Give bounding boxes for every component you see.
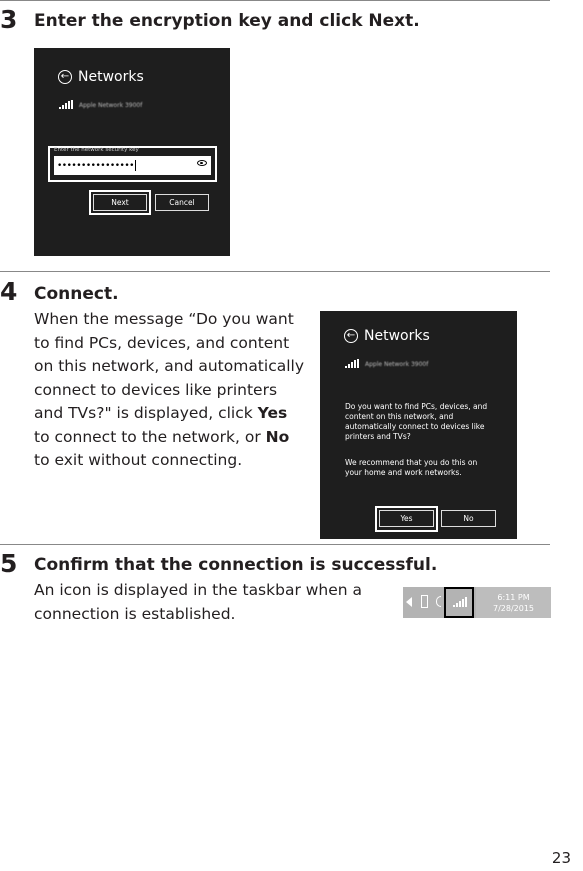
password-field[interactable]: •••••••••••••••• — [54, 156, 211, 175]
step-5-rule — [0, 544, 550, 545]
step-4-number: 4 — [0, 277, 18, 306]
networks-title: ← Networks — [344, 328, 430, 344]
step-3-screenshot — [34, 48, 230, 256]
no-button[interactable]: No — [441, 510, 496, 527]
step-4-rule — [0, 271, 550, 272]
system-tray-arrow-icon[interactable] — [406, 597, 412, 607]
back-arrow-icon[interactable]: ← — [58, 70, 72, 84]
recommend-note: We recommend that you do this on your home and work networks. — [345, 458, 478, 477]
cancel-button[interactable]: Cancel — [155, 194, 209, 211]
back-arrow-icon[interactable]: ← — [344, 329, 358, 343]
battery-icon[interactable] — [421, 595, 428, 608]
taskbar-screenshot — [403, 587, 551, 618]
next-button[interactable]: Next — [93, 194, 147, 211]
step-4-heading: Connect. — [34, 284, 119, 304]
step-5-number: 5 — [0, 549, 18, 578]
step-5-body: An icon is displayed in the taskbar when a connection is established. — [34, 581, 363, 623]
clock-date: 7/28/2015 — [492, 603, 535, 613]
wifi-connected-icon[interactable] — [453, 597, 467, 607]
top-rule — [0, 0, 550, 1]
discovery-question: Do you want to find PCs, devices, and content on this network, and automatically connect to devices like printers and TVs? — [345, 402, 488, 441]
step-4-screenshot — [320, 311, 517, 539]
wifi-signal-icon — [59, 100, 73, 109]
step-4-body: When the message “Do you want to find PCs, devices, and content on this network, and automatically connect to devices like printers and TVs?" is displayed, click Yes to connect to the network, or No to exit without connecting. — [34, 310, 305, 469]
wifi-signal-icon — [345, 359, 359, 368]
yes-button[interactable]: Yes — [379, 510, 434, 527]
step-3-number: 3 — [0, 5, 18, 34]
networks-title: ← Networks — [58, 69, 144, 85]
taskbar-clock[interactable] — [476, 587, 551, 618]
security-key-label: Enter the network security key — [54, 147, 139, 153]
page-number: 23 — [551, 849, 571, 867]
network-name: Apple Network 3900f — [79, 102, 143, 109]
network-row[interactable] — [345, 359, 428, 368]
step-5-heading: Confirm that the connection is successful. — [34, 555, 438, 575]
show-password-eye-icon[interactable] — [197, 160, 207, 166]
network-row[interactable] — [59, 100, 142, 109]
network-name: Apple Network 3900f — [365, 361, 429, 368]
volume-icon[interactable] — [436, 596, 441, 607]
clock-time: 6:11 PM — [497, 592, 530, 602]
step-3-heading: Enter the encryption key and click Next. — [34, 11, 420, 31]
